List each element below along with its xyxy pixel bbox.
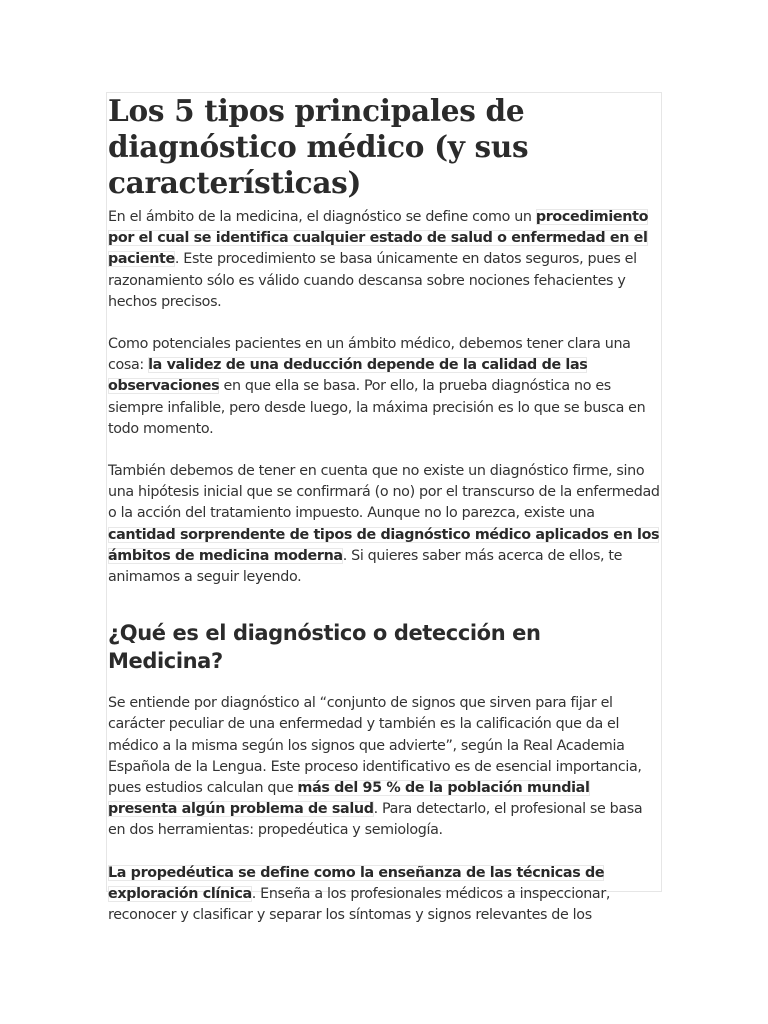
- paragraph-validity: [108, 334, 661, 440]
- article-body: [107, 93, 661, 926]
- paragraph-definition: [108, 693, 661, 841]
- text-segment: También debemos de tener en cuenta que no existe un diagnóstico firme, sino una hipótesis inicial que se confirmará (o no) por el transcurso de la enfermedad o la acción del tratamiento impuesto. Aunque no lo parezca, existe una: [108, 463, 660, 522]
- paragraph-propedeutics: [108, 863, 661, 927]
- intro-paragraph: [108, 207, 661, 313]
- text-segment: . Enseña a los profesionales médicos a inspeccionar, reconocer y clasificar y separar los síntomas y signos relevantes de los: [108, 885, 611, 924]
- text-segment: . Este procedimiento se basa únicamente en datos seguros, pues el razonamiento sólo es válido cuando descansa sobre nociones fehacientes y hechos precisos.: [108, 251, 637, 310]
- highlighted-text: procedimiento por el cual se identifica cualquier estado de salud o enfermedad en el paciente: [108, 209, 649, 268]
- document-page: [106, 92, 662, 924]
- text-segment: En el ámbito de la medicina, el diagnóstico se define como un: [108, 209, 536, 225]
- text-segment: . Si quieres saber más acerca de ellos, te animamos a seguir leyendo.: [108, 547, 623, 586]
- paragraph-hypothesis: [108, 461, 661, 588]
- text-segment: . Para detectarlo, el profesional se basa en dos herramientas: propedéutica y semiología.: [108, 801, 643, 839]
- highlighted-text: cantidad sorprendente de tipos de diagnóstico médico aplicados en los ámbitos de medicina moderna: [108, 526, 660, 564]
- text-segment: Como potenciales pacientes en un ámbito médico, debemos tener clara una cosa:: [108, 336, 631, 374]
- text-segment: en que ella se basa. Por ello, la prueba diagnóstica no es siempre infalible, pero desde luego, la máxima precisión es lo que se busca en todo momento.: [108, 378, 646, 437]
- highlighted-text: la validez de una deducción depende de la calidad de las observaciones: [108, 357, 588, 395]
- highlighted-text: La propedéutica se define como la enseñanza de las técnicas de exploración clínica: [108, 864, 605, 902]
- article-title: Los 5 tipos principales de diagnóstico médico (y sus características): [108, 93, 529, 200]
- highlighted-text: más del 95 % de la población mundial presenta algún problema de salud: [108, 780, 590, 818]
- text-segment: Se entiende por diagnóstico al “conjunto de signos que sirven para fijar el carácter peculiar de una enfermedad y también es la calificación que da el médico a la misma según los signos que advierte”, según la Real Academia Española de la Lengua. Este proceso identificativo es de esencial importancia, pues estudios calculan que: [108, 695, 642, 797]
- section-heading: ¿Qué es el diagnóstico o detección en Medicina?: [108, 621, 541, 674]
